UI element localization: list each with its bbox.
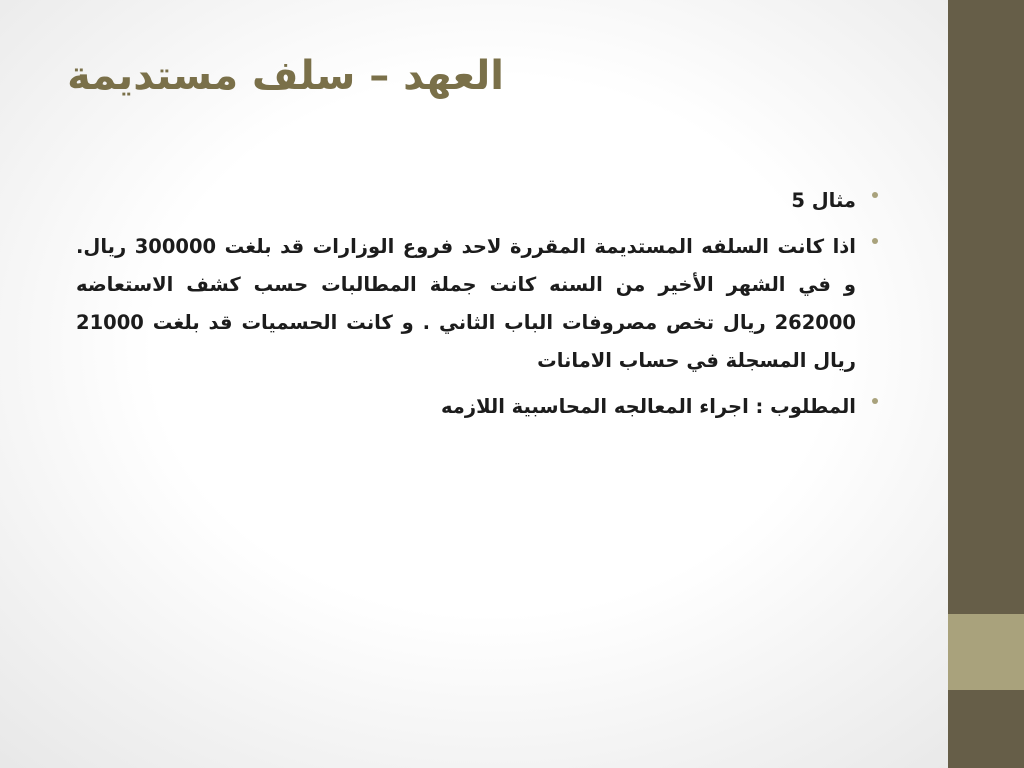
- bullet-list: [76, 182, 856, 434]
- bullet-dot-icon: [872, 238, 878, 244]
- bullet-item-example: [76, 182, 856, 220]
- bullet-text: اذا كانت السلفه المستديمة المقررة لاحد فروع الوزارات قد بلغت 300000 ريال. و في الشهر الأخير من السنه كانت جملة المطالبات حسب كشف الاستعاضه 262000 ريال تخص مصروفات الباب الثاني . و كانت الحسميات قد بلغت 21000 ريال المسجلة في حساب الامانات: [76, 235, 856, 372]
- bullet-text: مثال 5: [791, 189, 856, 212]
- bullet-item-required: [76, 388, 856, 426]
- sidebar-accent-block: [948, 614, 1024, 690]
- bullet-item-problem: [76, 228, 856, 380]
- bullet-text: المطلوب : اجراء المعالجه المحاسبية اللازمه: [440, 395, 856, 418]
- bullet-dot-icon: [872, 398, 878, 404]
- bullet-dot-icon: [872, 192, 878, 198]
- slide-title: العهد – سلف مستديمة: [67, 53, 504, 99]
